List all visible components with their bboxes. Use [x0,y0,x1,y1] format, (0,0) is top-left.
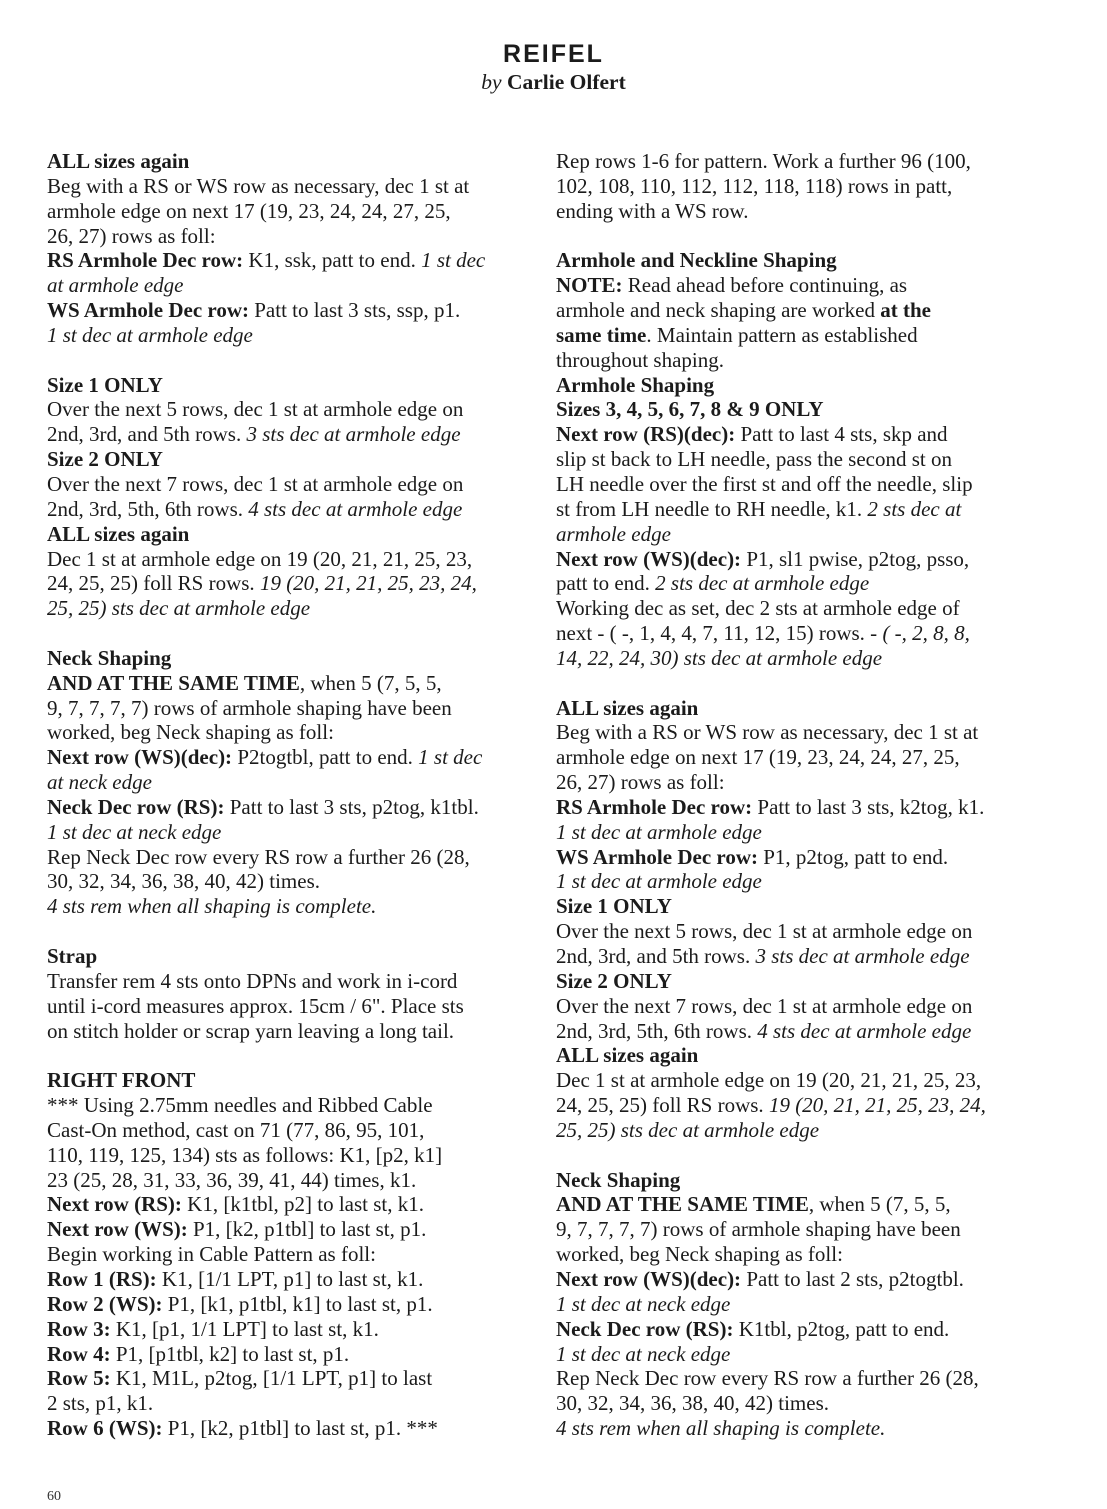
italic-note: 1 st dec at armhole edge [556,819,762,844]
italic-note: 4 sts rem when all shaping is complete. [47,894,377,919]
instruction-label: Next row (RS): [47,1192,182,1217]
instruction-line [47,1267,547,1292]
text-line [556,571,1066,596]
text-line: Beg with a RS or WS row as necessary, dec 1 st at [556,720,979,745]
italic-note: armhole edge [556,521,671,546]
instruction-line [556,1317,1066,1342]
text-line: on stitch holder or scrap yarn leaving a long tail. [47,1018,455,1043]
italic-note: 1 st dec at neck edge [556,1291,731,1316]
italic-note: 19 (20, 21, 21, 25, 23, 24, [259,571,477,596]
instruction-text: P2togtbl, patt to end. [232,745,419,770]
text-line: Over the next 7 rows, dec 1 st at armhole edge on [47,471,464,496]
instruction-label: Next row (WS): [47,1217,188,1242]
text-line [556,621,1066,646]
instruction-text: Patt to last 3 sts, p2tog, k1tbl. [224,794,479,819]
text-line: armhole edge on next 17 (19, 23, 24, 24, 27, 25, [556,745,960,770]
instruction-line [47,248,547,273]
italic-note: 1 st dec at armhole edge [47,322,253,347]
instruction-line [556,1192,1066,1217]
instruction-line [47,1416,547,1441]
instruction-line [47,745,547,770]
instruction-label: AND AT THE SAME TIME [47,670,300,695]
instruction-text: P1, [k2, p1tbl] to last st, p1. [187,1217,427,1242]
text-line: Dec 1 st at armhole edge on 19 (20, 21, 21, 25, 23, [47,546,473,571]
text-line [556,323,1066,348]
italic-note-line [47,894,547,919]
section-heading [47,944,547,969]
section-heading [47,373,547,398]
instruction-label: Neck Dec row (RS): [556,1316,734,1341]
italic-note-line [556,646,1066,671]
plain-text: 2nd, 3rd, and 5th rows. [556,944,756,968]
section-heading [556,248,1066,273]
plain-text: 24, 25, 25) foll RS rows. [47,571,260,596]
italic-note-line [556,869,1066,894]
instruction-label: WS Armhole Dec row: [47,298,249,323]
instruction-label: Row 6 (WS): [47,1416,163,1441]
italic-note-line [47,596,547,621]
italic-note: 14, 22, 24, 30) sts dec at armhole edge [556,645,883,670]
italic-note: 4 sts dec at armhole edge [248,496,463,521]
text-line: ending with a WS row. [556,198,749,223]
instruction-line [47,1317,547,1342]
instruction-text: K1, [k1tbl, p2] to last st, k1. [181,1192,424,1217]
instruction-text: , when 5 (7, 5, 5, [299,670,442,695]
italic-note-line [556,1416,1066,1441]
italic-note: 3 sts dec at armhole edge [246,422,461,447]
instruction-text: K1, ssk, patt to end. [243,248,422,273]
instruction-label: RS Armhole Dec row: [556,794,753,819]
italic-note: 4 sts rem when all shaping is complete. [556,1416,886,1441]
instruction-line [47,1342,547,1367]
plain-text: 2nd, 3rd, and 5th rows. [47,422,247,447]
italic-note: 2 sts dec at [867,496,962,521]
instruction-text: K1, [1/1 LPT, p1] to last st, k1. [156,1266,424,1291]
italic-note-line [556,522,1066,547]
section-heading [556,969,1066,994]
instruction-label: Next row (WS)(dec): [556,546,742,571]
byline-by: by [481,70,502,94]
text-line: worked, beg Neck shaping as foll: [47,720,334,745]
text-line: 30, 32, 34, 36, 38, 40, 42) times. [556,1391,829,1416]
instruction-label: NOTE: [556,273,623,298]
heading-text: Armhole Shaping [556,372,715,397]
section-heading [556,696,1066,721]
instruction-label: Next row (RS)(dec): [556,422,736,447]
heading-text: ALL sizes again [556,695,699,720]
bold-text: at the [880,298,931,323]
text-line [47,422,547,447]
section-heading [556,1043,1066,1068]
text-line: 102, 108, 110, 112, 112, 118, 118) rows in patt, [556,173,953,198]
section-heading [47,447,547,472]
section-heading [556,373,1066,398]
italic-note: 1 st dec at armhole edge [556,869,762,894]
instruction-text: K1tbl, p2tog, patt to end. [733,1316,950,1341]
heading-text: Neck Shaping [47,645,172,670]
left-column [47,149,547,1441]
instruction-text: , when 5 (7, 5, 5, [808,1192,951,1217]
italic-note-line [47,820,547,845]
heading-text: Neck Shaping [556,1167,681,1192]
instruction-line [556,547,1066,572]
plain-text: patt to end. [556,571,656,596]
section-heading [47,646,547,671]
text-line: 26, 27) rows as foll: [47,223,216,248]
instruction-line [47,1217,547,1242]
italic-note: 1 st dec [418,745,483,770]
heading-text: ALL sizes again [556,1043,699,1068]
instruction-text: Patt to last 2 sts, p2togtbl. [741,1266,964,1291]
heading-text: Size 2 ONLY [47,447,163,472]
instruction-label: AND AT THE SAME TIME [556,1192,809,1217]
italic-note-line [556,1292,1066,1317]
instruction-line [47,671,547,696]
instruction-label: RS Armhole Dec row: [47,248,244,273]
text-line: Rep Neck Dec row every RS row a further 26 (28, [556,1366,979,1391]
instruction-label: Row 1 (RS): [47,1266,157,1291]
instruction-line [556,845,1066,870]
text-line: 23 (25, 28, 31, 33, 36, 39, 41, 44) times, k1. [47,1167,417,1192]
italic-note: 19 (20, 21, 21, 25, 23, 24, [768,1093,986,1118]
plain-text: 24, 25, 25) foll RS rows. [556,1093,769,1118]
heading-text: RIGHT FRONT [47,1068,196,1093]
section-heading [556,397,1066,422]
text-line: Transfer rem 4 sts onto DPNs and work in i-cord [47,968,458,993]
section-heading [47,149,547,174]
byline [0,70,1107,95]
text-line [556,497,1066,522]
text-line: Rep rows 1-6 for pattern. Work a further 96 (100, [556,149,971,173]
right-column [556,149,1066,1441]
text-line: slip st back to LH needle, pass the second st on [556,447,953,472]
instruction-line [556,1267,1066,1292]
heading-text: ALL sizes again [47,521,190,546]
italic-note-line [556,1118,1066,1143]
text-line [47,497,547,522]
text-line: LH needle over the first st and off the needle, slip [556,471,973,496]
instruction-line [556,422,1066,447]
instruction-line [556,795,1066,820]
italic-note: 1 st dec at neck edge [47,819,222,844]
italic-note: 25, 25) sts dec at armhole edge [556,1117,820,1142]
italic-note: 4 sts dec at armhole edge [757,1018,972,1043]
text-line [556,1093,1066,1118]
instruction-text: P1, sl1 pwise, p2tog, psso, [741,546,970,571]
instruction-label: Next row (WS)(dec): [556,1266,742,1291]
instruction-text: K1, M1L, p2tog, [1/1 LPT, p1] to last [110,1366,433,1391]
text-line: Beg with a RS or WS row as necessary, dec 1 st at [47,173,470,198]
bold-text: same time [556,322,647,347]
instruction-label: Neck Dec row (RS): [47,794,225,819]
heading-text: Size 1 ONLY [556,894,672,919]
page-number: 60 [47,1489,61,1504]
text-line: Cast-On method, cast on 71 (77, 86, 95, 101, [47,1117,425,1142]
author-name: Carlie Olfert [506,70,626,94]
text-line: Rep Neck Dec row every RS row a further 26 (28, [47,844,470,869]
instruction-line [556,273,1066,298]
instruction-text: Patt to last 3 sts, ssp, p1. [249,298,461,323]
text-line: until i-cord measures approx. 15cm / 6". Place sts [47,993,464,1018]
plain-text: . Maintain pattern as established [646,322,918,347]
instruction-text: P1, p2tog, patt to end. [758,844,949,869]
section-heading [556,1168,1066,1193]
text-line: worked, beg Neck shaping as foll: [556,1242,843,1267]
text-line [556,944,1066,969]
instruction-line [47,795,547,820]
text-line: 9, 7, 7, 7, 7) rows of armhole shaping have been [47,695,452,720]
text-line: throughout shaping. [556,347,724,372]
instruction-line [47,1366,547,1391]
section-heading [556,894,1066,919]
text-line [556,298,1066,323]
instruction-text: Read ahead before continuing, as [622,273,908,298]
heading-text: Size 2 ONLY [556,968,672,993]
section-heading [47,522,547,547]
plain-text: 2nd, 3rd, 5th, 6th rows. [47,496,249,521]
text-line: armhole edge on next 17 (19, 23, 24, 24, 27, 25, [47,198,451,223]
plain-text: 2nd, 3rd, 5th, 6th rows. [556,1018,758,1043]
section-heading [47,1068,547,1093]
text-line: 30, 32, 34, 36, 38, 40, 42) times. [47,869,320,894]
heading-text: Size 1 ONLY [47,372,163,397]
text-line: *** Using 2.75mm needles and Ribbed Cable [47,1093,433,1118]
italic-note: at neck edge [47,770,152,795]
heading-text: Sizes 3, 4, 5, 6, 7, 8 & 9 ONLY [556,397,824,422]
instruction-label: Row 3: [47,1316,111,1341]
pattern-title: REIFEL [503,40,604,68]
italic-note: 1 st dec at neck edge [556,1341,731,1366]
italic-note-line [556,1342,1066,1367]
heading-text: ALL sizes again [47,149,190,173]
text-line [47,571,547,596]
italic-note: 25, 25) sts dec at armhole edge [47,596,311,621]
italic-note-line [47,770,547,795]
plain-text: next - ( -, 1, 4, 4, 7, 11, 12, 15) rows. - [556,621,883,646]
instruction-label: Row 5: [47,1366,111,1391]
text-line: Over the next 5 rows, dec 1 st at armhole edge on [47,397,464,422]
text-line: Dec 1 st at armhole edge on 19 (20, 21, 21, 25, 23, [556,1068,982,1093]
instruction-text: P1, [k1, p1tbl, k1] to last st, p1. [162,1291,433,1316]
instruction-text: Patt to last 3 sts, k2tog, k1. [752,794,985,819]
italic-note-line [556,820,1066,845]
italic-note: at armhole edge [47,273,184,298]
instruction-line [47,298,547,323]
heading-text: Armhole and Neckline Shaping [556,248,837,273]
text-line: 9, 7, 7, 7, 7) rows of armhole shaping have been [556,1217,961,1242]
text-line: Over the next 7 rows, dec 1 st at armhole edge on [556,993,973,1018]
italic-note-line [47,323,547,348]
instruction-text: Patt to last 4 sts, skp and [735,422,948,447]
instruction-text: K1, [p1, 1/1 LPT] to last st, k1. [110,1316,379,1341]
text-line [556,1019,1066,1044]
italic-note-line [47,273,547,298]
italic-note: 3 sts dec at armhole edge [755,944,970,968]
instruction-text: P1, [k2, p1tbl] to last st, p1. *** [162,1416,438,1441]
instruction-text: P1, [p1tbl, k2] to last st, p1. [110,1341,350,1366]
italic-note: 2 sts dec at armhole edge [655,571,870,596]
text-line: 2 sts, p1, k1. [47,1391,154,1416]
instruction-label: Next row (WS)(dec): [47,745,233,770]
italic-note: 1 st dec [421,248,486,273]
instruction-line [47,1192,547,1217]
text-line: 26, 27) rows as foll: [556,770,725,795]
instruction-label: Row 4: [47,1341,111,1366]
text-line: Begin working in Cable Pattern as foll: [47,1242,376,1267]
instruction-label: WS Armhole Dec row: [556,844,758,869]
instruction-line [47,1292,547,1317]
instruction-label: Row 2 (WS): [47,1291,163,1316]
italic-note: ( -, 2, 8, 8, [882,621,970,646]
text-line: 110, 119, 125, 134) sts as follows: K1, [p2, k1] [47,1142,443,1167]
plain-text: armhole and neck shaping are worked [556,298,881,323]
heading-text: Strap [47,944,98,968]
text-line: Working dec as set, dec 2 sts at armhole edge of [556,596,960,621]
text-line: Over the next 5 rows, dec 1 st at armhole edge on [556,919,973,944]
plain-text: st from LH needle to RH needle, k1. [556,496,868,521]
